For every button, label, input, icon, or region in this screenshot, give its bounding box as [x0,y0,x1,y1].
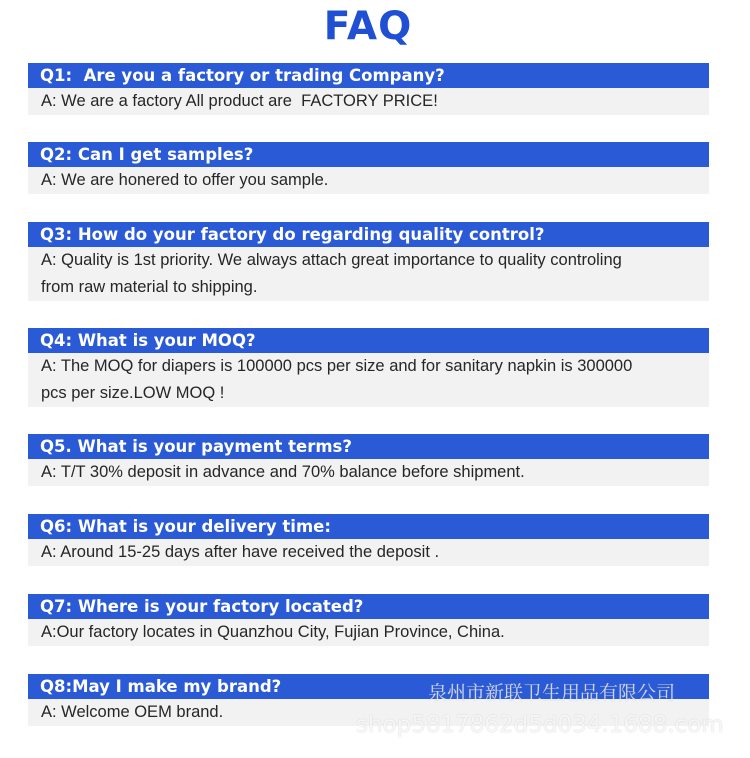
faq-item-7 [28,594,709,646]
faq-item-5 [28,434,709,486]
faq-answer: A: Welcome OEM brand. [28,699,709,726]
faq-item-1 [28,63,709,115]
page-title: FAQ [323,4,413,49]
faq-answer: A: Quality is 1st priority. We always attach great importance to quality controling from raw material to shipping. [28,247,709,301]
faq-question: Q7: Where is your factory located? [28,594,709,619]
watermark-shop-url: shop5817862d5d034.1688.com [356,712,724,738]
faq-question: Q5. What is your payment terms? [28,434,709,459]
faq-question: Q3: How do your factory do regarding quality control? [28,222,709,247]
faq-question: Q2: Can I get samples? [28,142,709,167]
watermark-company: 泉州市新联卫生用品有限公司 [428,682,676,704]
faq-answer: A: We are a factory All product are FACTORY PRICE! [28,88,709,115]
faq-answer: A:Our factory locates in Quanzhou City, Fujian Province, China. [28,619,709,646]
faq-question: Q6: What is your delivery time: [28,514,709,539]
faq-answer: A: T/T 30% deposit in advance and 70% balance before shipment. [28,459,709,486]
faq-question: Q8:May I make my brand? [28,674,709,699]
faq-item-6 [28,514,709,566]
faq-item-3 [28,222,709,301]
faq-question: Q4: What is your MOQ? [28,328,709,353]
faq-item-4 [28,328,709,407]
faq-question: Q1: Are you a factory or trading Company? [28,63,709,88]
faq-answer: A: Around 15-25 days after have received the deposit . [28,539,709,566]
faq-answer: A: We are honered to offer you sample. [28,167,709,194]
faq-answer: A: The MOQ for diapers is 100000 pcs per size and for sanitary napkin is 300000 pcs per size.LOW MOQ ! [28,353,709,407]
faq-item-2 [28,142,709,194]
